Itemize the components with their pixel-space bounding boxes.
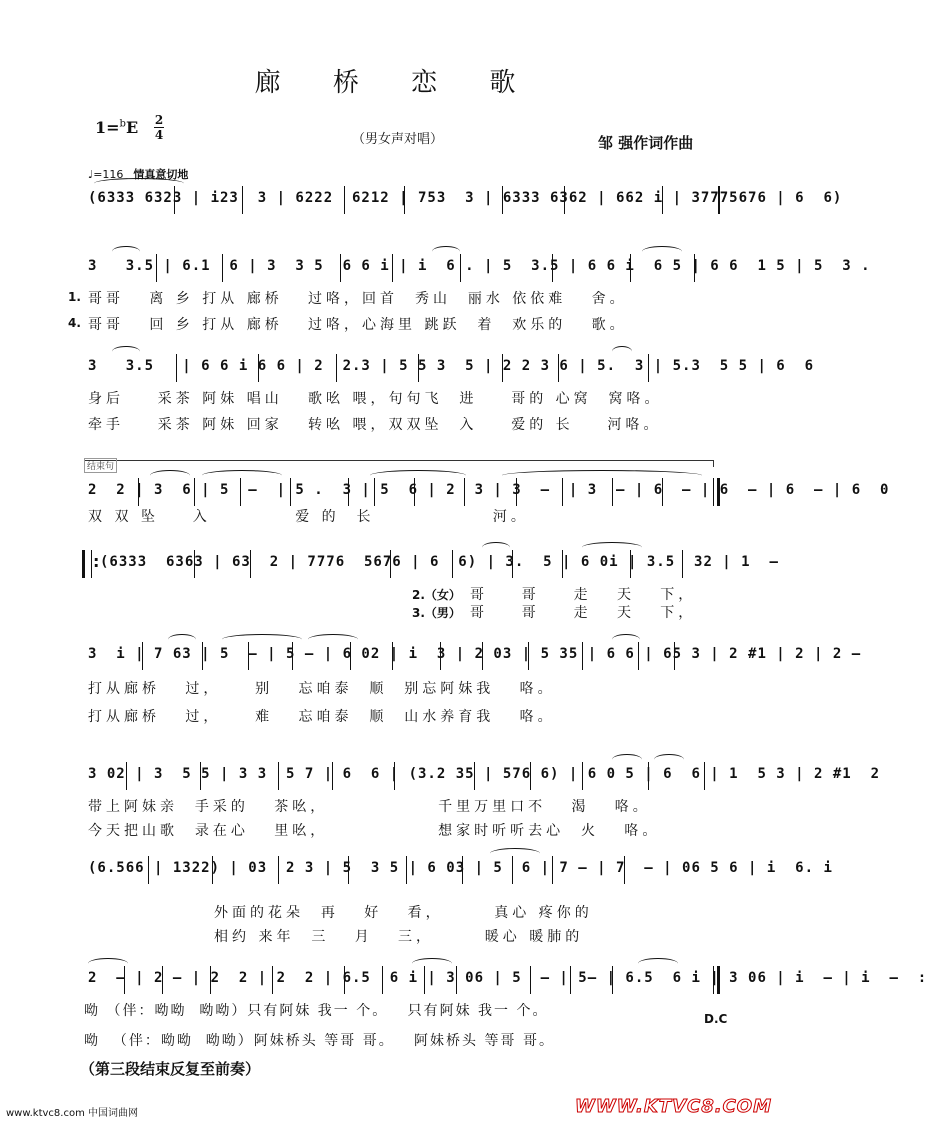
notation-line: 2 2 | 3 6 | 5 – | 5 . 3 | 5 6 | 2 3 | 3 – | 3 – | 6 – | 6 – | 6 – | 6 0 — [88, 482, 890, 498]
song-title: 廊 桥 恋 歌 — [254, 68, 538, 98]
composer-credit: 邹 强作词作曲 — [598, 134, 694, 152]
notation-line: 3 3.5 | 6.1 6 | 3 3 5 6 6 i | i 6 . | 5 3.5 | 6 6 i 6 5 | 6 6 1 5 | 5 3 . — [88, 258, 871, 274]
flat-sign: b — [119, 118, 126, 130]
notation-row-1 — [82, 186, 843, 216]
ending-bracket — [84, 460, 714, 461]
lyric-line: 哥 哥 走 天 下， — [470, 587, 697, 603]
time-top: 2 — [154, 113, 164, 127]
tempo-value: ♩=116 — [88, 168, 124, 181]
expression-mark: 情真意切地 — [133, 168, 189, 181]
notation-row-3 — [82, 354, 815, 384]
notation-row-5 — [82, 550, 779, 580]
lyric-line: 哥 哥 走 天 下， — [470, 605, 697, 621]
notation-line: 3 02 | 3 5 5 | 3 3 5 7 | 6 6 | (3.2 35 | 576 6) | 6 0 5 | 6 6 | 1 5 3 | 2 #1 2 — [88, 766, 881, 782]
lyric-line: 打从廊桥 过， 别 忘咱泰 顺 别忘阿妹我 咯。 — [88, 681, 556, 697]
key-prefix: 1= — [95, 118, 120, 137]
time-bottom: 4 — [154, 128, 164, 142]
lyric-line: 呦 （伴：呦呦 呦呦）只有阿妹 我一 个。 只有阿妹 我一 个。 — [84, 1003, 549, 1019]
lyric-line: 哥哥 回 乡 打从 廊桥 过咯，心海里 跳跃 着 欢乐的 歌。 — [88, 317, 628, 333]
lyric-line: 带上阿妹亲 手采的 茶吆， 千里万里口不 渴 咯。 — [88, 799, 651, 815]
lyric-line: 牵手 采茶 阿妹 回家 转吆 喂，双双坠 入 爱的 长 河咯。 — [88, 417, 662, 433]
verse-number-2: 2.（女） — [412, 588, 461, 602]
time-signature — [154, 114, 164, 141]
lyric-line: 今天把山歌 录在心 里吆， 想家时听听去心 火 咯。 — [88, 823, 661, 839]
lyric-line: 呦 （伴：呦呦 呦呦）阿妹桥头 等哥 哥。 阿妹桥头 等哥 哥。 — [84, 1033, 555, 1049]
verse-number-1: 1. — [68, 290, 81, 304]
lyric-line: 相约 来年 三 月 三， 暖心 暖肺的 — [214, 929, 584, 945]
lyric-line: 哥哥 离 乡 打从 廊桥 过咯，回首 秀山 丽水 依依难 舍。 — [88, 291, 628, 307]
notation-row-4 — [82, 478, 890, 508]
notation-row-2 — [82, 254, 871, 284]
verse-number-3: 3.（男） — [412, 606, 461, 620]
notation-row-6 — [82, 642, 862, 672]
verse-number-4: 4. — [68, 316, 81, 330]
notation-line: (6333 6363 | 63 2 | 7776 5676 | 6 6) | 3. 5 | 6 0i | 3.5 32 | 1 – — [100, 554, 779, 570]
notation-line: 2 – | 2 – | 2 2 | 2 2 | 6.5 6 i | 3 06 | 5 – | 5– | 6.5 6 i | 3 06 | i – | i – : — [88, 970, 927, 986]
lyric-line: 外面的花朵 再 好 看， 真心 疼你的 — [214, 905, 593, 921]
key-signature — [95, 118, 138, 137]
da-capo-mark: D.C — [704, 1012, 728, 1026]
lyric-line: 双 双 坠 入 爱 的 长 河。 — [88, 509, 529, 525]
notation-row-8 — [82, 856, 833, 886]
notation-line: (6.566 | 1322) | 03 2 3 | 5 3 5 | 6 03 | 5 6 | 7 – | 7 – | 06 5 6 | i 6. i — [88, 860, 833, 876]
lyric-line: 身后 采茶 阿妹 唱山 歌吆 喂，句句飞 进 哥的 心窝 窝咯。 — [88, 391, 663, 407]
ending-label: 结束句 — [84, 458, 117, 473]
notation-row-7 — [82, 762, 881, 792]
notation-row-9 — [82, 966, 927, 996]
notation-line: 3 3.5 | 6 6 i 6 6 | 2 2.3 | 5 5 3 5 | 2 2 3 6 | 5. 3 | 5.3 5 5 | 6 6 — [88, 358, 815, 374]
notation-line: 3 i | 7 63 | 5 – | 5 – | 6 02 | i 3 | 2 03 | 5 35 | 6 6 | 65 3 | 2 #1 | 2 | 2 – — [88, 646, 862, 662]
key-note: E — [125, 118, 139, 137]
performance-note: （第三段结束反复至前奏） — [80, 1060, 261, 1078]
footer-watermark: WWW.KTVC8.COM — [575, 1096, 772, 1117]
footer-site-text: www.ktvc8.com 中国词曲网 — [6, 1108, 139, 1119]
notation-line: (6333 6323 | i23 3 | 6222 6212 | 753 3 | 6333 6362 | 662 i | 37775676 | 6 6) — [88, 190, 843, 206]
lyric-line: 打从廊桥 过， 难 忘咱泰 顺 山水养育我 咯。 — [88, 709, 556, 725]
subtitle: （男女声对唱） — [352, 132, 444, 147]
